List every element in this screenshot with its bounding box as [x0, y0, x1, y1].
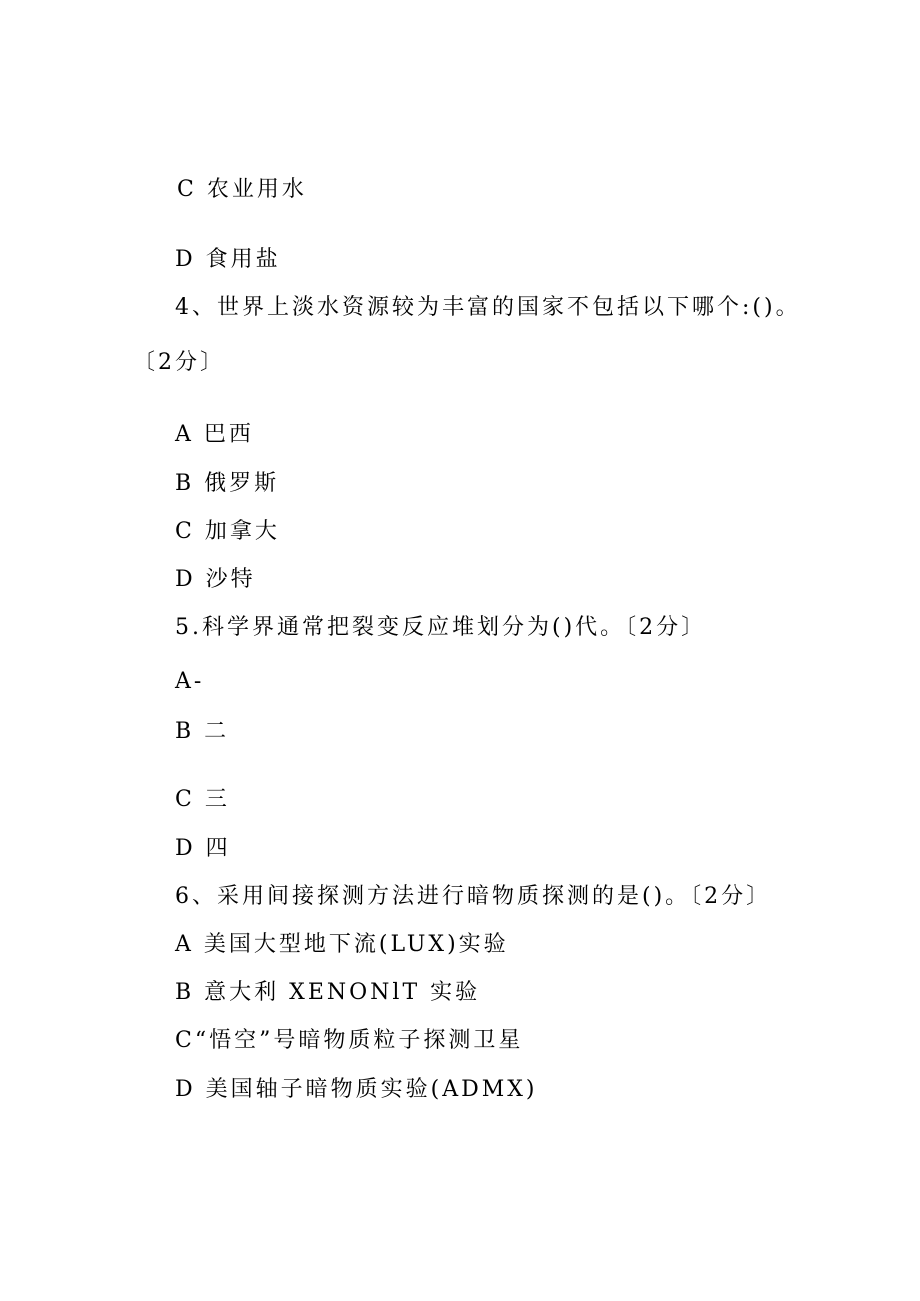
q5-question: 5.科学界通常把裂变反应堆划分为()代。〔2分〕 — [175, 615, 707, 640]
q5-option-c: C 三 — [175, 787, 230, 812]
q5-option-d: D 四 — [175, 836, 231, 861]
q4-option-d: D 沙特 — [175, 567, 256, 592]
q4-option-b: B 俄罗斯 — [175, 471, 280, 496]
q3-option-d: D 食用盐 — [175, 247, 281, 272]
q6-option-c: C“悟空”号暗物质粒子探测卫星 — [175, 1028, 524, 1053]
q6-question: 6、采用间接探测方法进行暗物质探测的是()。〔2分〕 — [175, 884, 772, 909]
q5-option-b: B 二 — [175, 719, 230, 744]
q6-option-a: A 美国大型地下流(LUX)实验 — [175, 932, 509, 957]
q6-option-b: B 意大利 XENONlT 实验 — [175, 980, 481, 1005]
q6-option-d: D 美国轴子暗物质实验(ADMX) — [175, 1077, 538, 1102]
q4-question: 4、世界上淡水资源较为丰富的国家不包括以下哪个:()。 — [175, 295, 801, 320]
q4-option-c: C 加拿大 — [175, 519, 280, 544]
q5-option-a: A- — [175, 669, 205, 694]
q3-option-c: C 农业用水 — [177, 177, 307, 202]
q4-option-a: A 巴西 — [175, 422, 254, 447]
q4-score: 〔2分〕 — [133, 350, 225, 375]
